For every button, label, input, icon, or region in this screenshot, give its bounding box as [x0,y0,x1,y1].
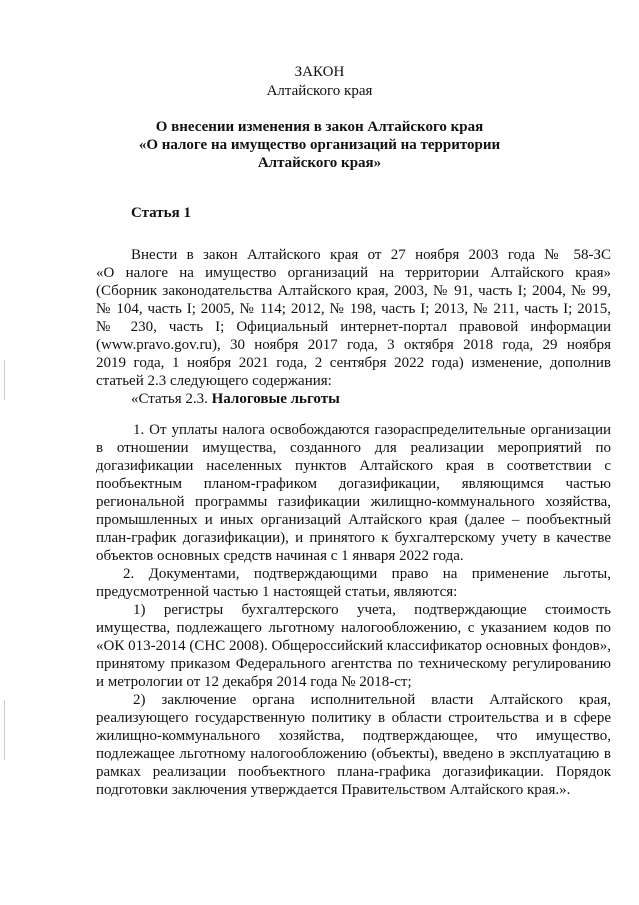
intro-line: «О налоге на имущество организаций на территории Алтайского края» [96,265,611,281]
clause-2-item-1-line: «ОК 013-2014 (СНС 2008). Общероссийский классификатор основных фондов», [96,638,611,654]
intro-line: Внести в закон Алтайского края от 27 ноября 2003 года № 58-ЗС [131,247,611,263]
article-heading: Статья 1 [131,205,191,221]
clause-1-line: пообъектным планом-графиком догазификации, являющимся частью [96,476,611,492]
clause-1 [96,421,611,799]
intro-line: № 230, часть I; Официальный интернет-портал правовой информации [96,319,611,335]
clause-2-item-2-line: рамках реализации пообъектного плана-графика догазификации. Порядок [96,764,611,780]
clause-2-item-2-line: реализующего государственную политику в области строительства и в сфере [96,710,611,726]
clause-2-item-2-line: подготовки заключения утверждается Правительством Алтайского края.». [96,782,571,798]
intro-line: (Сборник законодательства Алтайского края, 2003, № 91, часть I; 2004, № 99, [96,283,611,299]
clause-1-line: 1. От уплаты налога освобождаются газораспределительные организации [133,422,611,438]
intro-line: статьей 2.3 следующего содержания: [96,373,332,389]
clause-2-item-2-line: 2) заключение органа исполнительной власти Алтайского края, [133,692,611,708]
intro-line: (www.pravo.gov.ru), 30 ноября 2017 года, 3 октября 2018 года, 29 ноября [96,337,611,353]
clause-2-item-2-line: подлежащее льготному налогообложению (объекты), введено в эксплуатацию в [96,746,611,762]
clause-1-line: в отношении имущества, созданного для реализации мероприятий по [96,440,611,456]
clause-2-line: предусмотренной частью 1 настоящей статьи, являются: [96,584,458,600]
clause-2-item-1-line: имущества, подлежащего льготному налогообложению, с указанием кодов по [96,620,611,636]
clause-1-line: региональной программы газификации жилищно-коммунального хозяйства, [96,494,611,510]
scan-edge-mark [4,700,5,760]
clause-1-line: промышленных и иных организаций Алтайского края (далее – пообъектный [96,512,611,528]
new-article-heading [96,390,611,408]
clause-1-line: догазификации населенных пунктов Алтайского края в соответствии с [96,458,611,474]
law-heading: ЗАКОН [294,64,345,80]
clause-1-line: план-график догазификации), и принятого к бухгалтерскому учету в качестве [96,530,611,546]
law-title-line-3: Алтайского края» [257,155,382,171]
new-article-prefix: «Статья 2.3. [131,391,212,407]
clause-2-item-1-line: принятому приказом Федерального агентства по техническому регулированию [96,656,611,672]
law-title-line-2: «О налоге на имущество организаций на территории [138,137,501,153]
intro-paragraph [96,246,611,408]
intro-line: 2019 года, 1 ноября 2021 года, 2 сентября 2022 года) изменение, дополнив [96,355,611,371]
law-title-line-1: О внесении изменения в закон Алтайского края [155,119,484,135]
scan-edge-mark [4,360,5,400]
new-article-title: Налоговые льготы [211,391,340,407]
clause-1-line: объектов основных средств начиная с 1 января 2022 года. [96,548,464,564]
clause-2-line: 2. Документами, подтверждающими право на применение льготы, [123,566,611,582]
law-region: Алтайского края [266,83,373,99]
clause-2-item-1-line: и метрологии от 12 декабря 2014 года № 2018-ст; [96,674,412,690]
clause-2-item-2-line: жилищно-коммунального хозяйства, подтверждающее, что имущество, [96,728,611,744]
clause-2-item-1-line: 1) регистры бухгалтерского учета, подтверждающие стоимость [133,602,611,618]
intro-line: № 104, часть I; 2005, № 114; 2012, № 198, часть I; 2013, № 211, часть I; 2015, [96,301,611,317]
